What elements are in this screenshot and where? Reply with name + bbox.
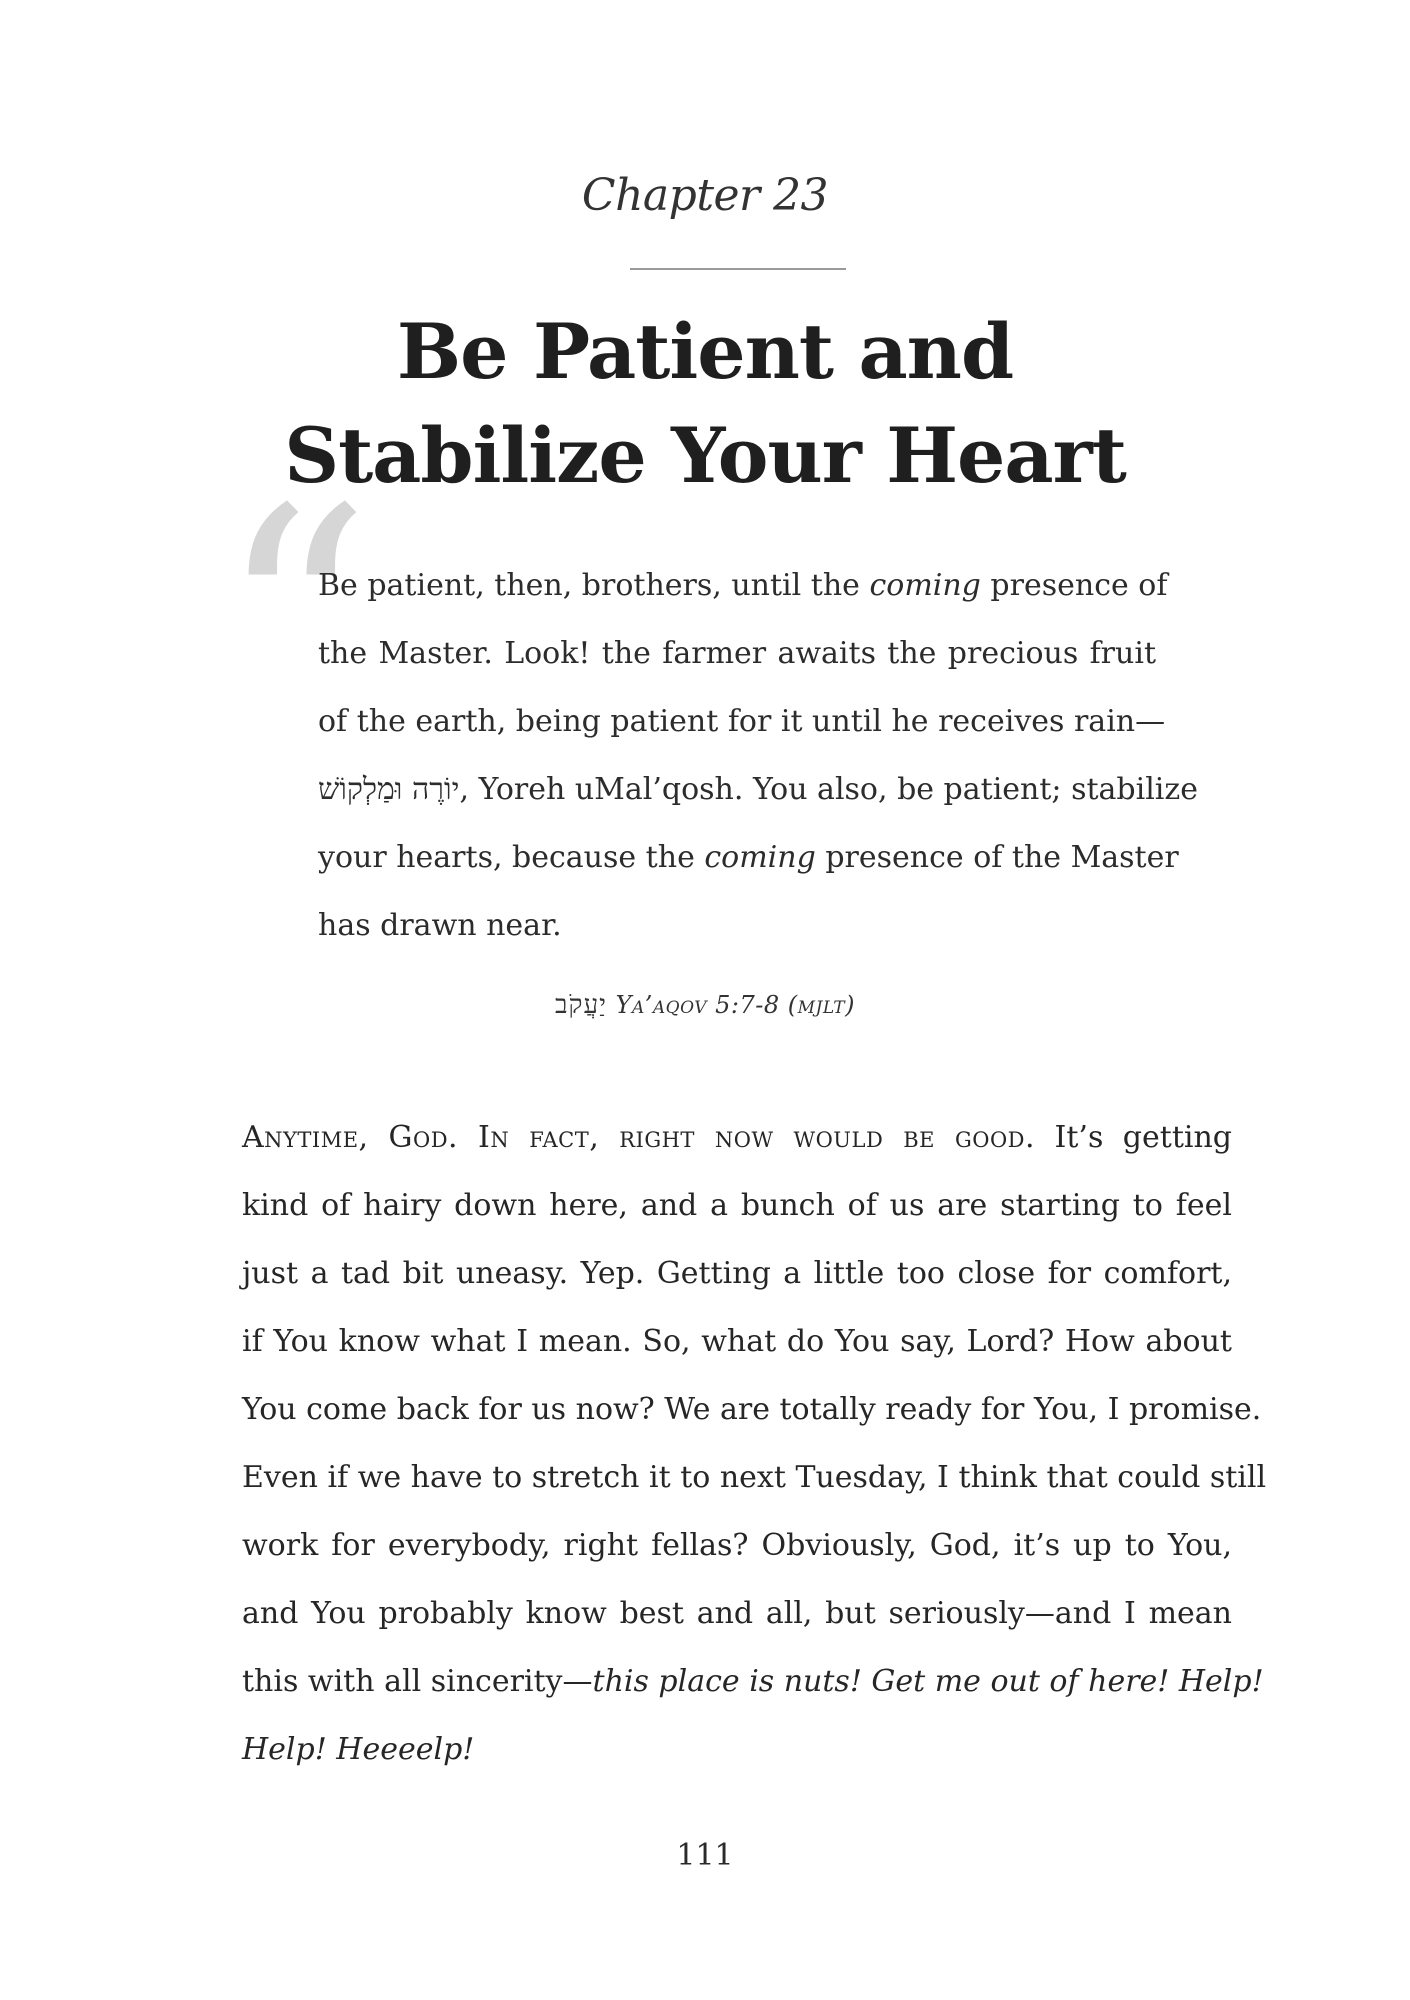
body-paragraph	[242, 1104, 1267, 1784]
chapter-title-line-1: Be Patient and	[396, 307, 1014, 396]
chapter-divider	[630, 268, 846, 270]
hebrew-text: יוֹרֶה וּמַלְקוֹשׁ	[318, 772, 460, 807]
body-line: Help! Heeeelp!	[242, 1732, 475, 1767]
body-line: and You probably know best and all, but seriously—and I mean	[242, 1596, 1232, 1631]
body-line: Even if we have to stretch it to next Tuesday, I think that could still	[242, 1460, 1267, 1495]
epigraph-line: the Master. Look! the farmer awaits the precious fruit	[318, 636, 1156, 671]
epigraph-line: your hearts, because the coming presence of the Master	[318, 840, 1179, 875]
body-line: work for everybody, right fellas? Obviously, God, it’s up to You,	[242, 1528, 1232, 1563]
chapter-title	[0, 300, 1410, 508]
citation-reference: Ya’aqov 5:7-8 (mjlt)	[615, 991, 855, 1019]
body-line: if You know what I mean. So, what do You say, Lord? How about	[242, 1324, 1232, 1359]
epigraph-line: has drawn near.	[318, 908, 562, 943]
body-line: this with all sincerity—this place is nuts! Get me out of here! Help!	[242, 1664, 1264, 1699]
epigraph-line: of the earth, being patient for it until he receives rain—	[318, 704, 1166, 739]
open-quote-mark: “	[218, 445, 372, 794]
epigraph-line: Be patient, then, brothers, until the coming presence of	[318, 568, 1168, 603]
epigraph-citation	[0, 990, 1410, 1020]
body-line: Anytime, God. In fact, right now would be good. It’s getting	[242, 1120, 1232, 1155]
citation-hebrew: יַעֲקֹב	[555, 990, 607, 1020]
body-line: You come back for us now? We are totally ready for You, I promise.	[242, 1392, 1262, 1427]
body-line: just a tad bit uneasy. Yep. Getting a little too close for comfort,	[242, 1256, 1232, 1291]
page-number: 111	[676, 1838, 734, 1873]
chapter-title-line-2: Stabilize Your Heart	[284, 411, 1126, 500]
opening-smallcaps: Anytime, God. In fact, right now would be good.	[242, 1120, 1036, 1155]
chapter-label: Chapter 23	[581, 170, 829, 221]
epigraph-quote	[318, 552, 1198, 960]
epigraph-line: יוֹרֶה וּמַלְקוֹשׁ, Yoreh uMal’qosh. You also, be patient; stabilize	[318, 772, 1198, 807]
body-line: kind of hairy down here, and a bunch of us are starting to feel	[242, 1188, 1232, 1223]
